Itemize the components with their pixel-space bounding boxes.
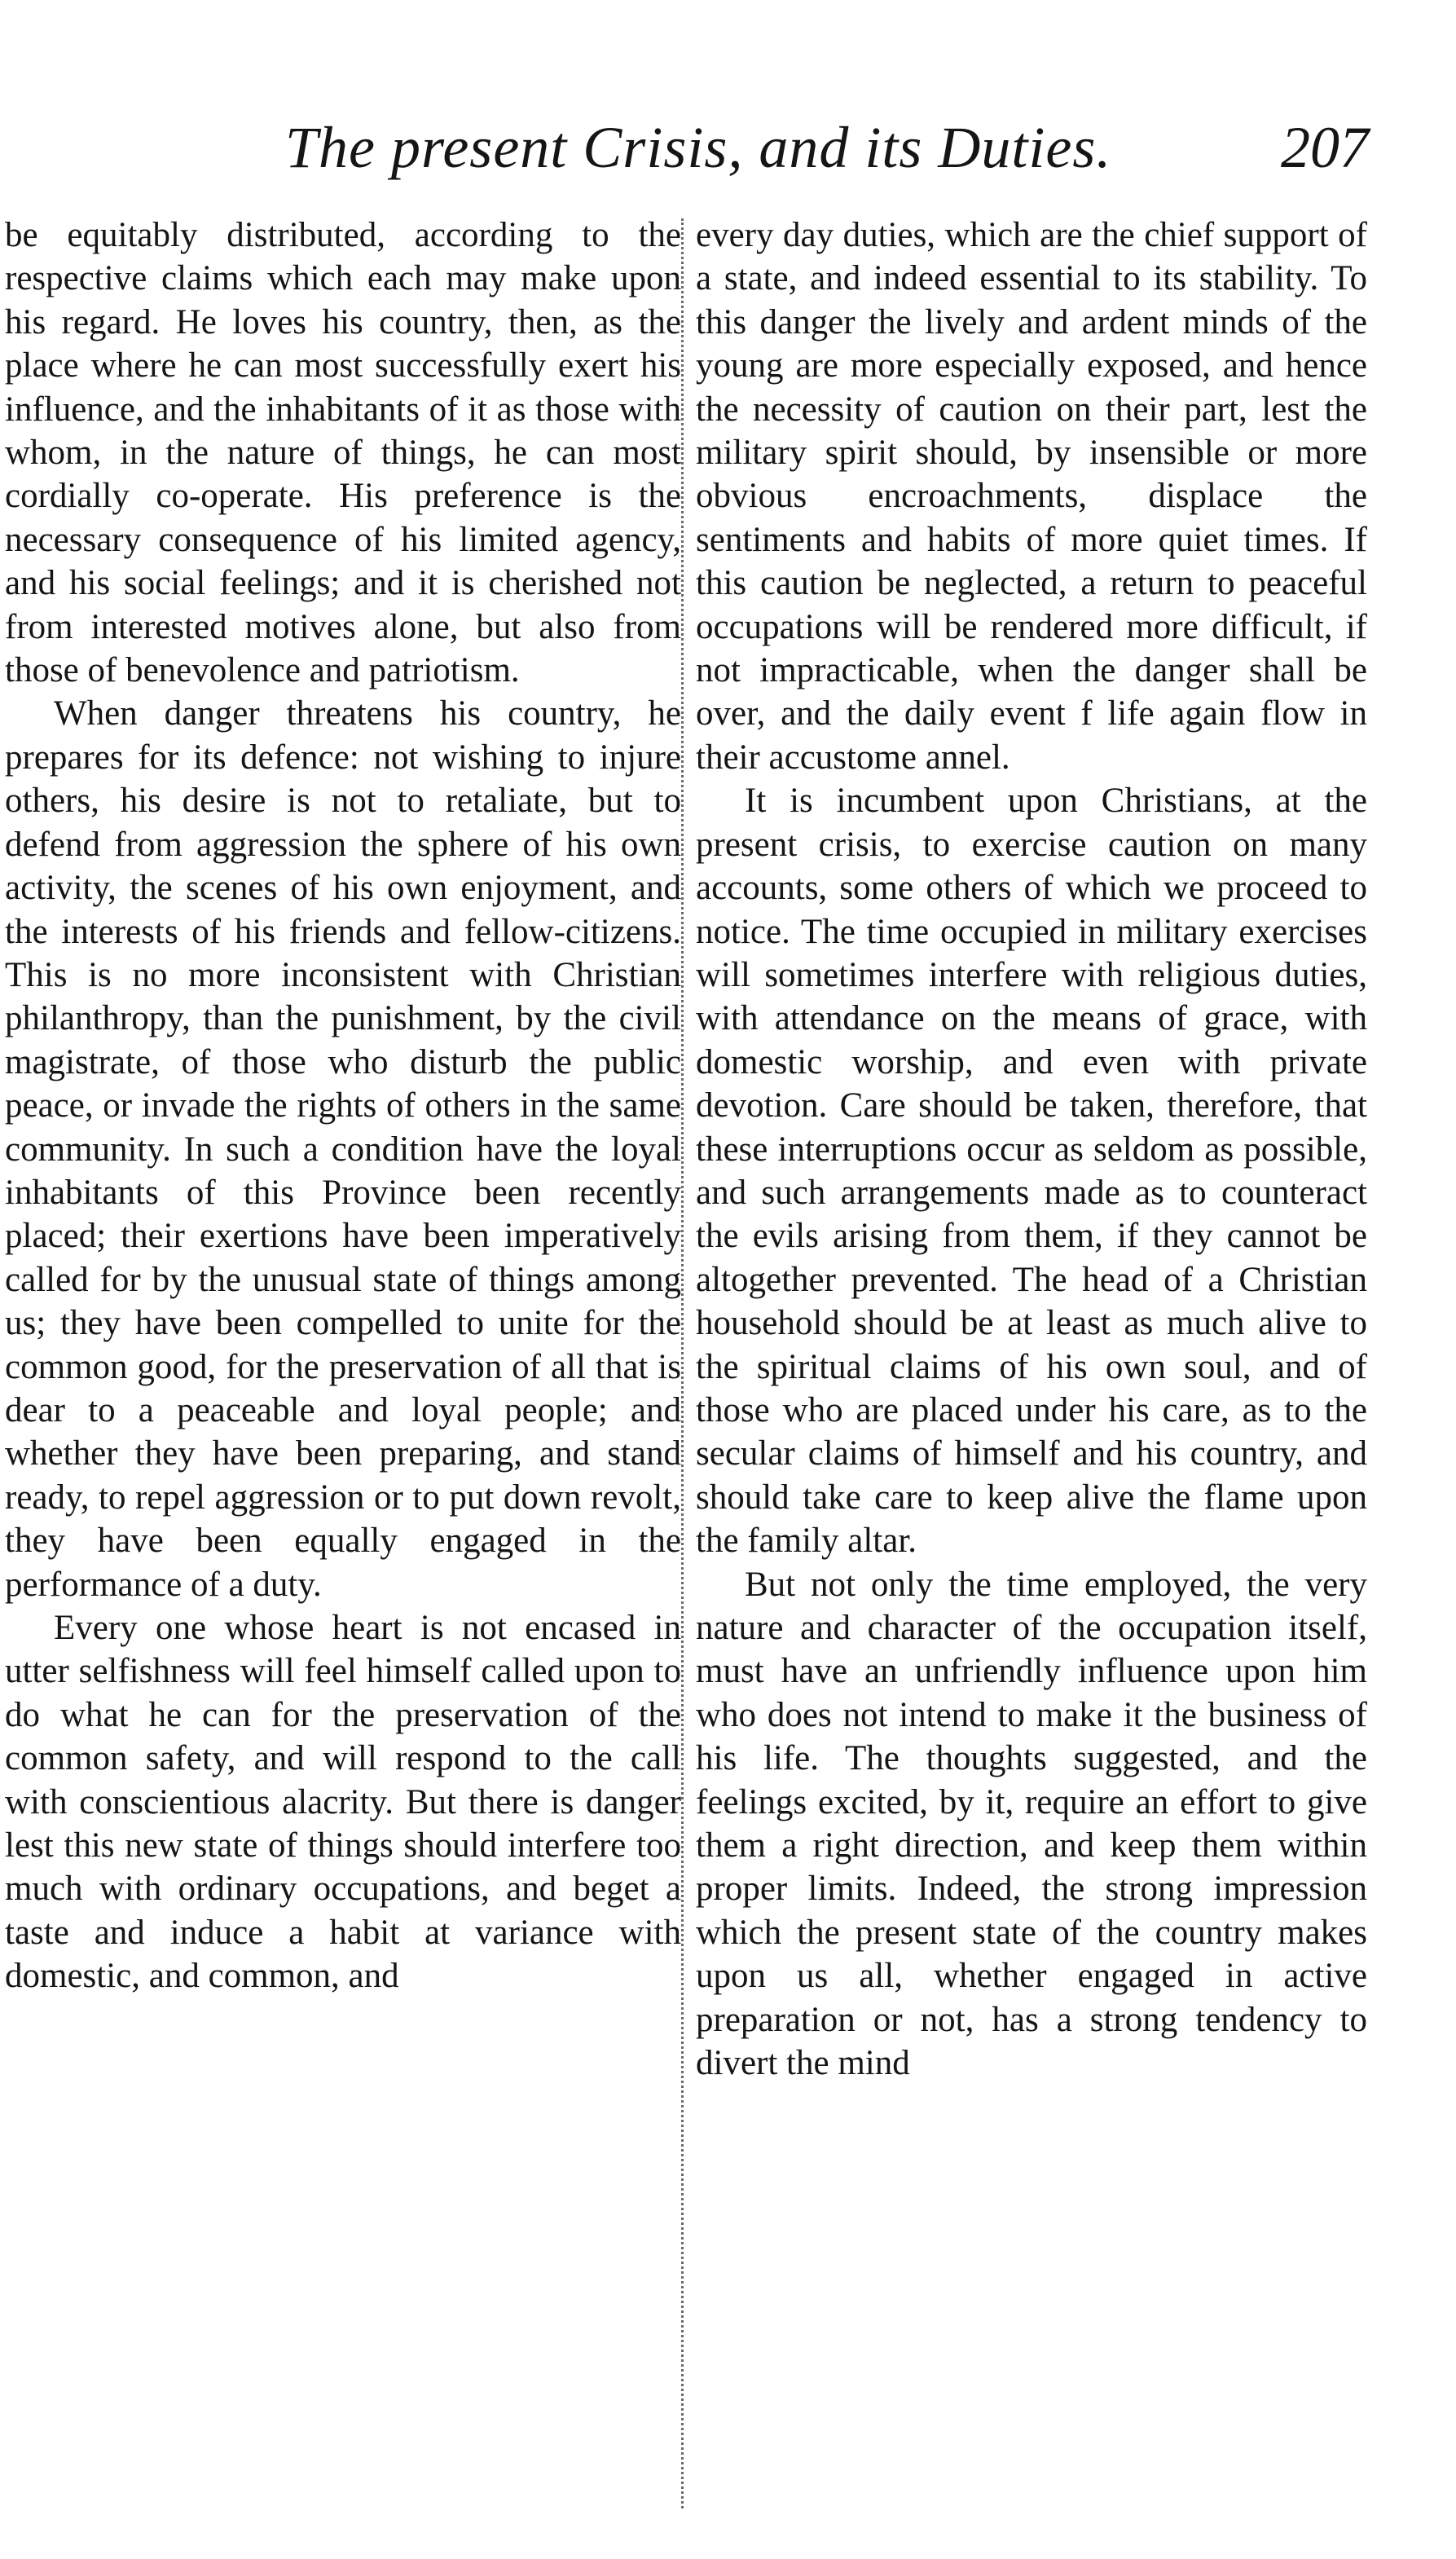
right-paragraph-3: But not only the time employed, the very nature and character of the occupation itself, must have an unfriendly influence upon him who does not intend to make it the business of his life. The thoughts suggested, and the feelings excited, by it, require an effort to give them a right direction, and keep them within proper limits. Indeed, the strong impression which the present state of the country makes upon us all, whether engaged in active preparation or not, has a strong tendency to divert the mind	[696, 1565, 1367, 2083]
left-paragraph-1: be equitably distributed, according to the respective claims which each may make upon his regard. He loves his country, then, as the place where he can most successfully exert his influence, and the inhabitants of it as those with whom, in the nature of things, he can most cordially co-operate. His preference is the necessary consequence of his limited agency, and his social feelings; and it is cherished not from interested motives alone, but also from those of benevolence and patriotism.	[5, 216, 681, 690]
running-title: The present Crisis, and its Duties.	[285, 115, 1112, 180]
left-column	[5, 214, 681, 1998]
right-paragraph-2: It is incumbent upon Christians, at the present crisis, to exercise caution on many accounts, some others of which we proceed to notice. The time occupied in military exercises will sometimes interfere with religious duties, with attendance on the means of grace, with domestic worship, and even with private devotion. Care should be taken, therefore, that these interruptions occur as seldom as possible, and such arrangements made as to counteract the evils arising from them, if they cannot be altogether prevented. The head of a Christian household should be at least as much alive to the spiritual claims of his own soul, and of those who are placed under his care, as to the secular claims of himself and his country, and should take care to keep alive the flame upon the family altar.	[696, 782, 1367, 1561]
left-paragraph-2: When danger threatens his country, he prepares for its defence: not wishing to injure others, his desire is not to retaliate, but to defend from aggression the sphere of his own activity, the scenes of his own enjoyment, and the interests of his friends and fellow-citizens. This is no more inconsistent with Christian philanthropy, than the punishment, by the civil magistrate, of those who disturb the public peace, or invade the rights of others in the same community. In such a condition have the loyal inhabitants of this Province been recently placed; their exertions have been imperatively called for by the unusual state of things among us; they have been compelled to unite for the common good, for the preservation of all that is dear to a peaceable and loyal people; and whether they have been preparing, and stand ready, to repel aggression or to put down revolt, they have been equally engaged in the performance of a duty.	[5, 694, 681, 1604]
page-number: 207	[1281, 115, 1369, 180]
right-paragraph-1: every day duties, which are the chief support of a state, and indeed essential to its stability. To this danger the lively and ardent minds of the young are more especially exposed, and hence the necessity of caution on their part, lest the military spirit should, by insensible or more obvious encroachments, displace the sentiments and habits of more quiet times. If this caution be neglected, a return to peaceful occupations will be rendered more difficult, if not impracticable, when the danger shall be over, and the daily event f life again flow in their accustome annel.	[696, 216, 1367, 777]
left-paragraph-3: Every one whose heart is not encased in utter selfishness will feel himself called upon to do what he can for the preservation of the common safety, and will respond to the call with conscientious alacrity. But there is danger lest this new state of things should interfere too much with ordinary occupations, and beget a taste and induce a habit at variance with domestic, and common, and	[5, 1609, 681, 1996]
column-divider	[681, 218, 684, 2508]
running-head	[0, 114, 1385, 204]
right-column	[696, 214, 1367, 2085]
